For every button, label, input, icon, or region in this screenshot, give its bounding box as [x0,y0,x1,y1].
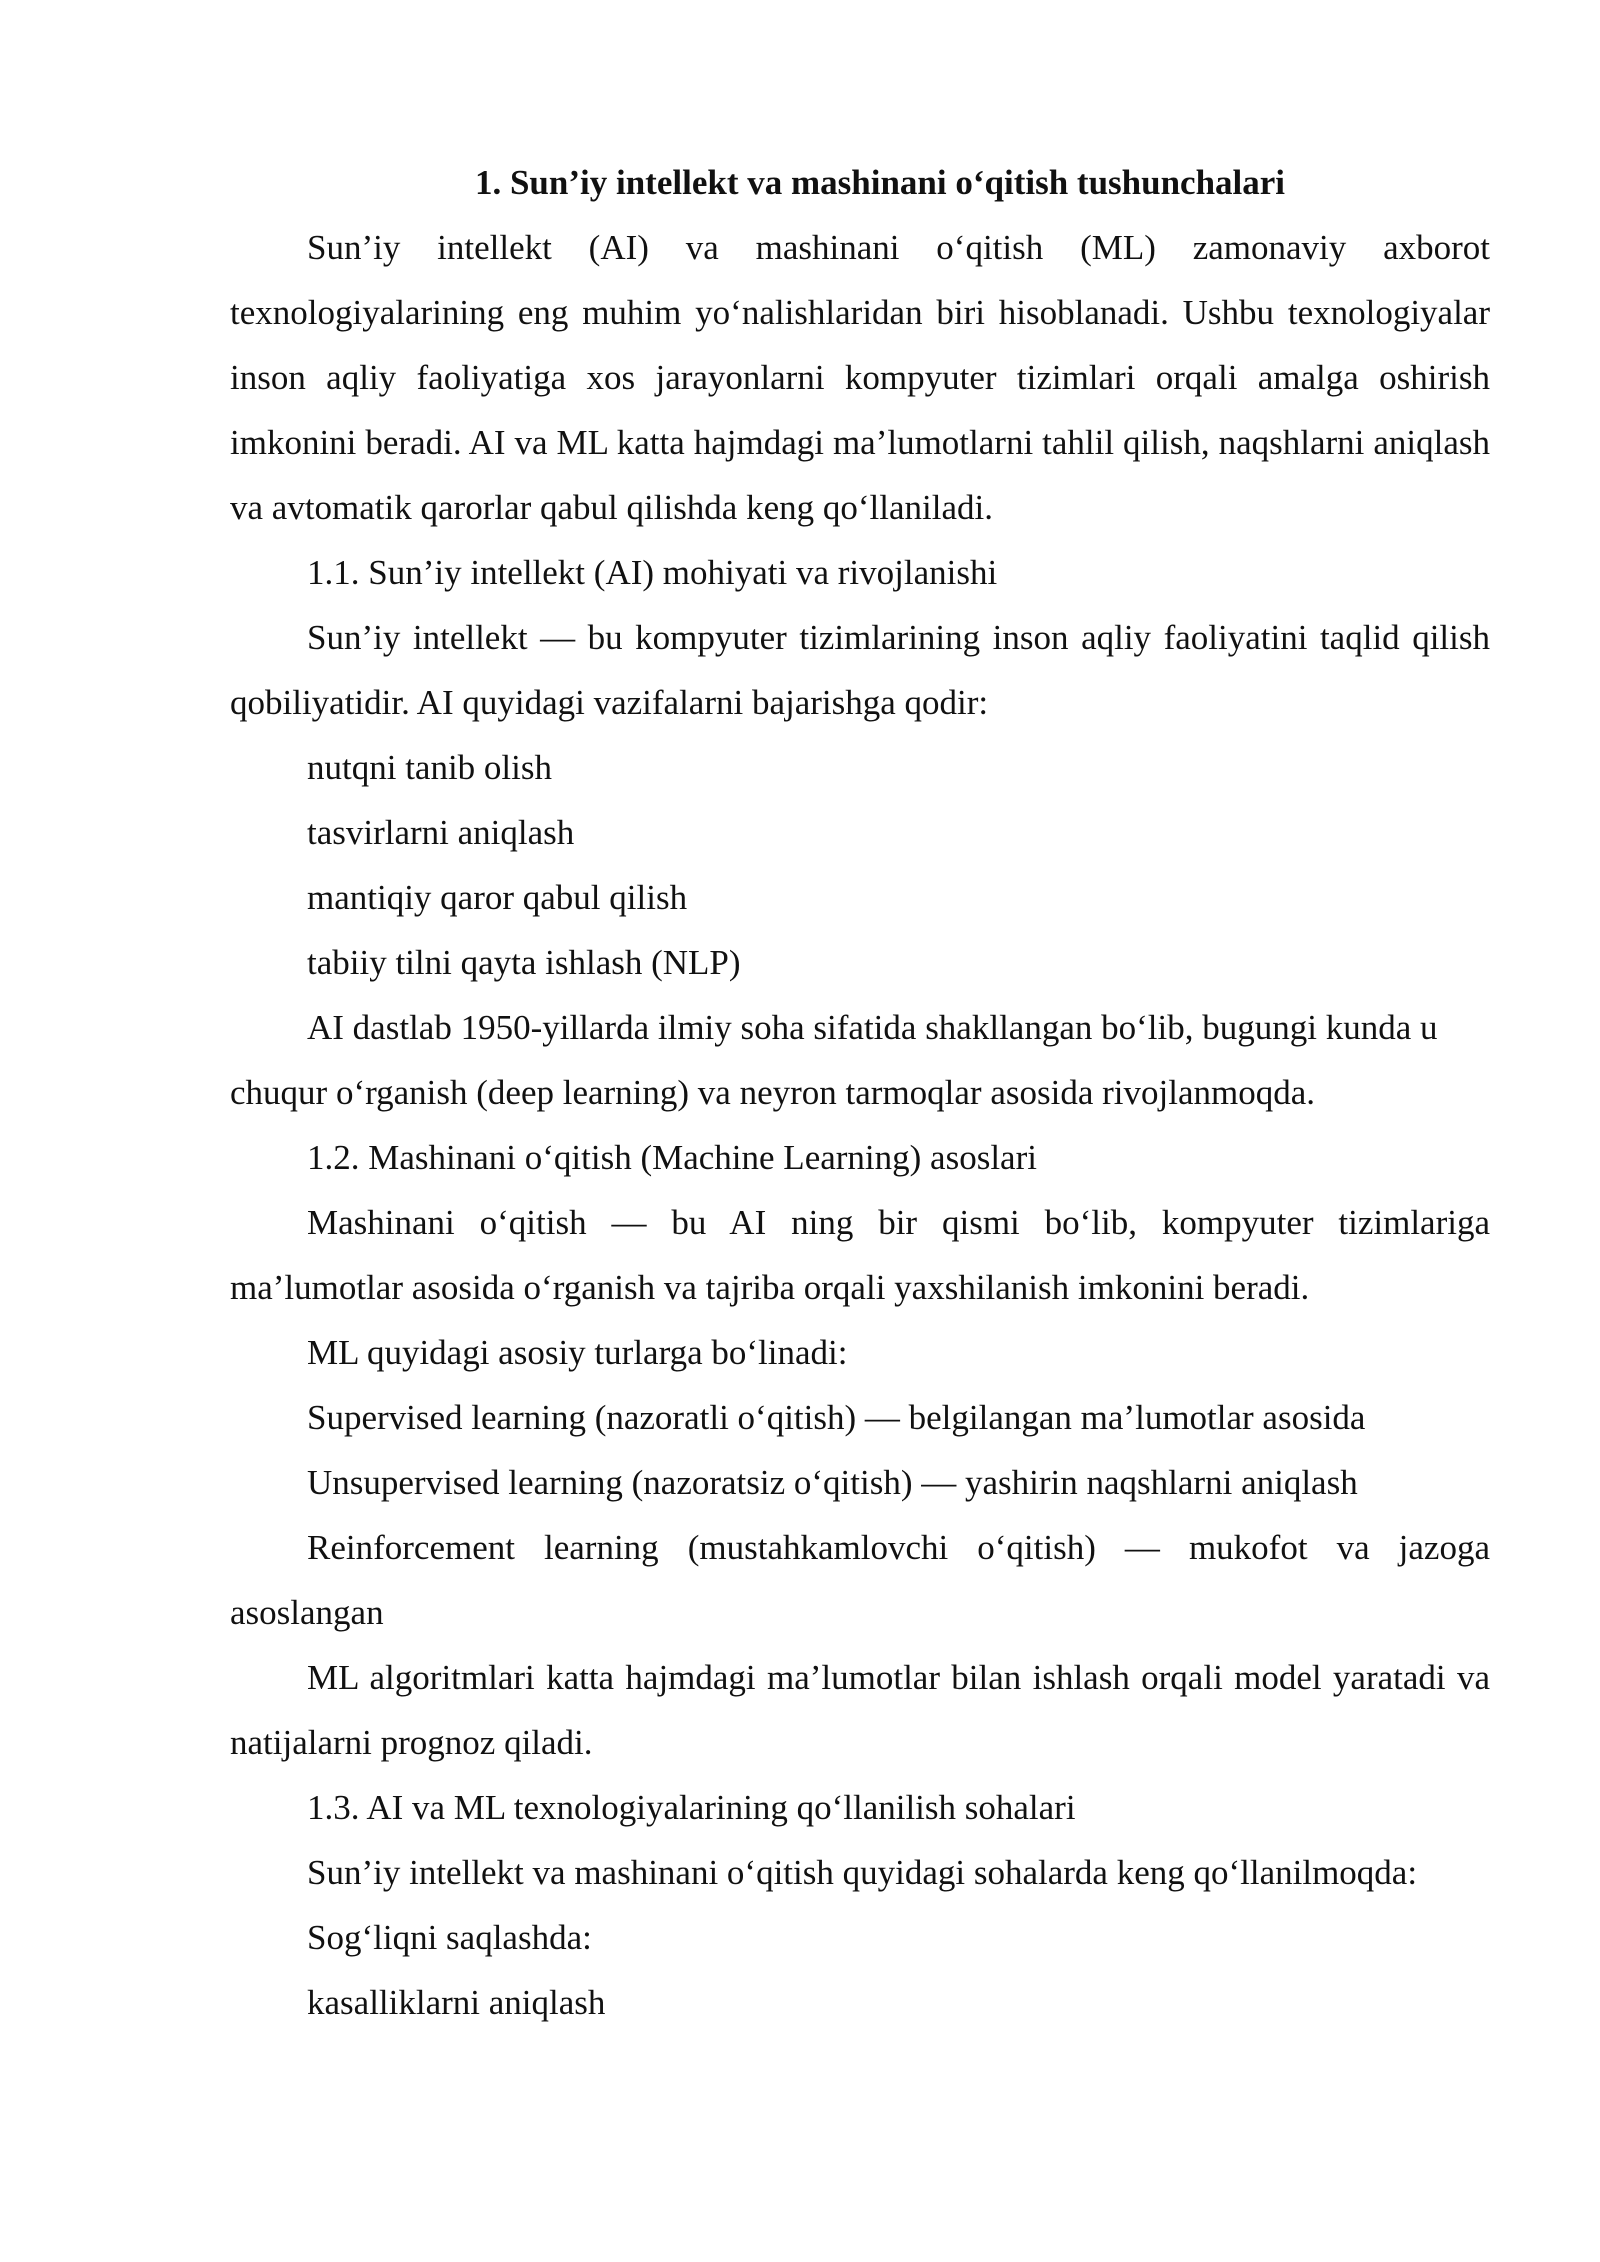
section-1-3-text: Sun’iy intellekt va mashinani o‘qitish quyidagi sohalarda keng qo‘llanilmoqda: [307,1853,1418,1892]
section-1-1-text: Sun’iy intellekt — bu kompyuter tizimlarining inson aqliy faoliyatini taqlid qilish qobiliyatidir. AI quyidagi vazifalarni bajarishga qodir: [230,618,1490,722]
document-page [230,150,1490,2035]
section-heading-1-2: 1.2. Mashinani o‘qitish (Machine Learning) asoslari [307,1138,1037,1177]
list-item: kasalliklarni aniqlash [307,1983,606,2022]
list-item: mantiqiy qaror qabul qilish [307,878,688,917]
section-1-2-text: Mashinani o‘qitish — bu AI ning bir qismi bo‘lib, kompyuter tizimlariga ma’lumotlar asosida o‘rganish va tajriba orqali yaxshilanish imkonini beradi. [230,1203,1490,1307]
health-heading: Sog‘liqni saqlashda: [307,1918,592,1957]
section-1-1-history: AI dastlab 1950-yillarda ilmiy soha sifatida shakllangan bo‘lib, bugungi kunda u chuqur o‘rganish (deep learning) va neyron tarmoqlar asosida rivojlanmoqda. [230,1008,1438,1112]
list-item: tabiiy tilni qayta ishlash (NLP) [307,943,741,982]
list-item: tasvirlarni aniqlash [307,813,575,852]
section-heading-1-3: 1.3. AI va ML texnologiyalarining qo‘llanilish sohalari [307,1788,1076,1827]
list-item: nutqni tanib olish [307,748,552,787]
section-heading-1-1: 1.1. Sun’iy intellekt (AI) mohiyati va rivojlanishi [307,553,998,592]
section-1-2-closing: ML algoritmlari katta hajmdagi ma’lumotlar bilan ishlash orqali model yaratadi va natijalarni prognoz qiladi. [230,1658,1490,1762]
list-item: Reinforcement learning (mustahkamlovchi o‘qitish) — mukofot va jazoga asoslangan [230,1528,1490,1632]
section-1-2-types-intro: ML quyidagi asosiy turlarga bo‘linadi: [307,1333,848,1372]
list-item: Unsupervised learning (nazoratsiz o‘qitish) — yashirin naqshlarni aniqlash [307,1463,1358,1502]
list-item: Supervised learning (nazoratli o‘qitish) — belgilangan ma’lumotlar asosida [307,1398,1366,1437]
intro-paragraph: Sun’iy intellekt (AI) va mashinani o‘qitish (ML) zamonaviy axborot texnologiyalarining eng muhim yo‘nalishlaridan biri hisoblanadi. Ushbu texnologiyalar inson aqliy faoliyatiga xos jarayonlarni kompyuter tizimlari orqali amalga oshirish imkonini beradi. AI va ML katta hajmdagi ma’lumotlarni tahlil qilish, naqshlarni aniqlash va avtomatik qarorlar qabul qilishda keng qo‘llaniladi. [230,228,1490,527]
document-title: 1. Sun’iy intellekt va mashinani o‘qitish tushunchalari [474,163,1286,202]
